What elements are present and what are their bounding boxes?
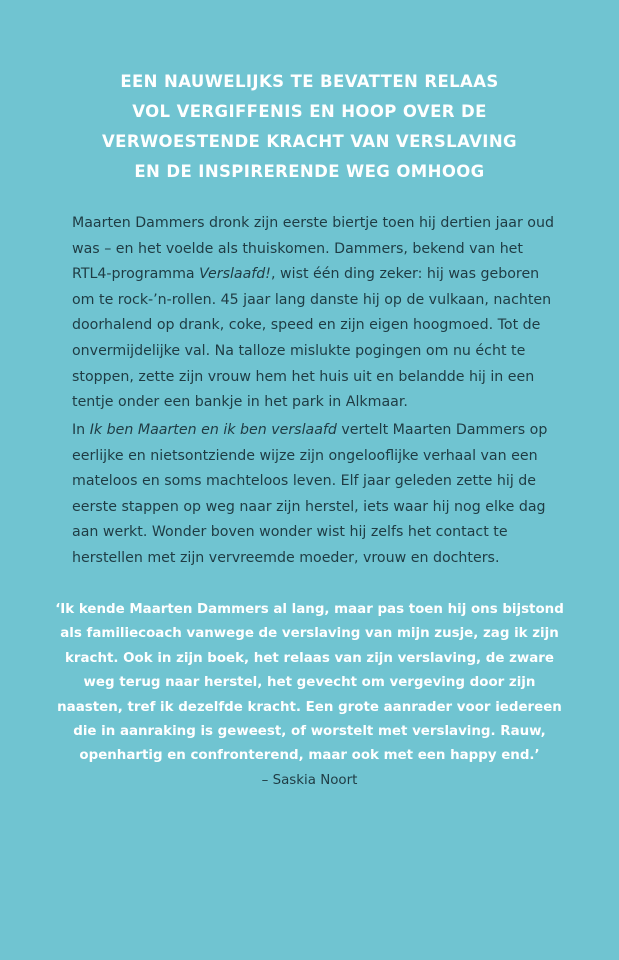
- paragraph-line: [72, 262, 552, 288]
- paragraph-line: doorhalend op drank, coke, speed en zijn eigen hoogmoed. Tot de: [72, 317, 541, 334]
- headline-line: EN DE INSPIRERENDE WEG OMHOOG: [134, 162, 485, 181]
- quote-line: kracht. Ook in zijn boek, het relaas van zijn verslaving, de zware: [65, 650, 554, 666]
- blurb-paragraph-1: [72, 211, 552, 416]
- headline-line: VOL VERGIFFENIS EN HOOP OVER DE: [132, 102, 487, 121]
- quote-line: weg terug naar herstel, het gevecht om vergeving door zijn: [83, 675, 536, 691]
- paragraph-line: mateloos en soms machteloos leven. Elf jaar geleden zette hij de: [72, 473, 537, 490]
- quote-line: openhartig en confronterend, maar ook met een happy end.’: [79, 748, 540, 764]
- paragraph-line: was – en het voelde als thuiskomen. Dammers, bekend van het: [72, 240, 523, 257]
- text-span: , wist één ding zeker: hij was geboren: [271, 266, 540, 283]
- text-span: In: [72, 422, 90, 438]
- paragraph-line: onvermijdelijke val. Na talloze mislukte pogingen om nu écht te: [72, 342, 526, 359]
- quote-line: die in aanraking is geweest, of worstelt met verslaving. Rauw,: [73, 724, 546, 740]
- paragraph-line: stoppen, zette zijn vrouw hem het huis uit en belandde hij in een: [72, 368, 535, 385]
- paragraph-line: Maarten Dammers dronk zijn eerste biertje toen hij dertien jaar oud: [72, 215, 554, 231]
- paragraph-line: om te rock-’n-rollen. 45 jaar lang danste hij op de vulkaan, nachten: [72, 291, 552, 308]
- blurb-paragraph-2: [72, 418, 552, 572]
- paragraph-line: eerlijke en nietsontziende wijze zijn ongelooflijke verhaal van een: [72, 447, 538, 464]
- headline-line: VERWOESTENDE KRACHT VAN VERSLAVING: [102, 132, 517, 151]
- text-span: RTL4-programma: [72, 266, 200, 283]
- review-quote: [40, 598, 579, 793]
- headline: [40, 67, 579, 187]
- quote-line: naasten, tref ik dezelfde kracht. Een grote aanrader voor iedereen: [57, 699, 562, 715]
- book-title: Ik ben Maarten en ik ben verslaafd: [89, 422, 337, 438]
- paragraph-line: aan werkt. Wonder boven wonder wist hij zelfs het contact te: [72, 524, 508, 541]
- paragraph-line: [72, 418, 552, 444]
- paragraph-line: herstellen met zijn vervreemde moeder, vrouw en dochters.: [72, 549, 500, 566]
- quote-attribution: – Saskia Noort: [261, 772, 358, 788]
- paragraph-line: eerste stappen op weg naar zijn herstel, iets waar hij nog elke dag: [72, 498, 546, 515]
- text-span: vertelt Maarten Dammers op: [336, 422, 548, 438]
- headline-line: EEN NAUWELIJKS TE BEVATTEN RELAAS: [120, 72, 499, 91]
- quote-line: ‘Ik kende Maarten Dammers al lang, maar pas toen hij ons bijstond: [55, 602, 564, 617]
- program-title: Verslaafd!: [199, 266, 271, 283]
- paragraph-line: tentje onder een bankje in het park in Alkmaar.: [72, 394, 408, 411]
- quote-line: als familiecoach vanwege de verslaving van mijn zusje, zag ik zijn: [60, 626, 559, 642]
